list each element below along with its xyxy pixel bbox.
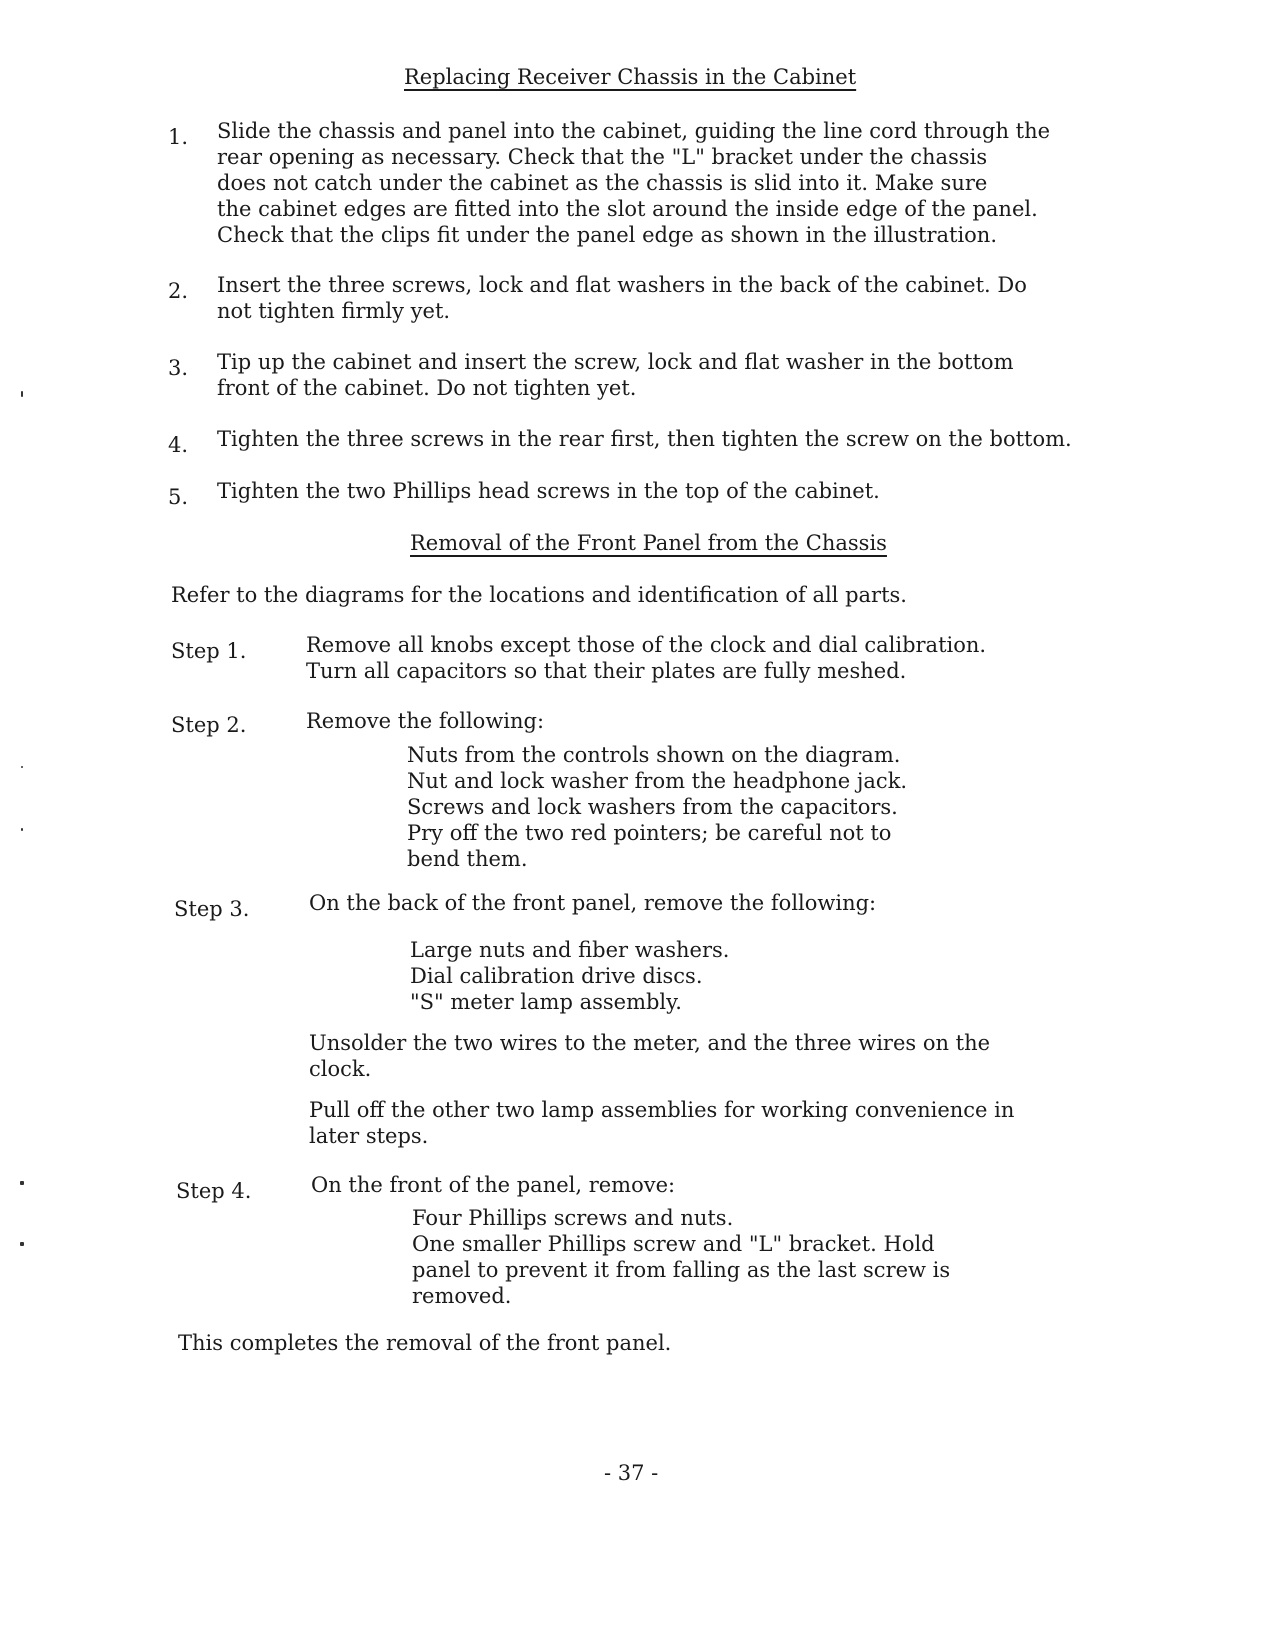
text-line: Insert the three screws, lock and flat washers in the back of the cabinet. Do (217, 273, 1027, 297)
text-line: Refer to the diagrams for the locations and identification of all parts. (171, 583, 907, 607)
text-line: Remove the following: (306, 709, 545, 733)
text-line: Check that the clips fit under the panel edge as shown in the illustration. (217, 223, 998, 247)
list-item-text (217, 118, 1050, 248)
section-heading-removal-front-panel: Removal of the Front Panel from the Chassis (410, 531, 887, 555)
text-line: front of the cabinet. Do not tighten yet. (217, 376, 637, 400)
step-label: Step 2. (171, 713, 247, 737)
sublist-line: One smaller Phillips screw and "L" bracket. Hold (412, 1232, 935, 1256)
step-label: Step 3. (174, 897, 250, 921)
list-item-number: 3. (168, 356, 189, 380)
sublist-line: Four Phillips screws and nuts. (412, 1206, 734, 1230)
text-line: Pull off the other two lamp assemblies for working convenience in (309, 1098, 1015, 1122)
step-text (306, 708, 544, 734)
scan-speck (20, 1181, 24, 1185)
step-sublist (412, 1205, 950, 1309)
sublist-line: Dial calibration drive discs. (410, 964, 703, 988)
text-line: Unsolder the two wires to the meter, and the three wires on the (309, 1031, 991, 1055)
intro-paragraph (171, 582, 907, 608)
scan-speck (20, 1242, 24, 1246)
text-line: does not catch under the cabinet as the chassis is slid into it. Make sure (217, 171, 988, 195)
text-line: not tighten firmly yet. (217, 299, 451, 323)
scan-speck (21, 828, 23, 831)
sublist-line: Large nuts and fiber washers. (410, 938, 730, 962)
step-note (309, 1030, 990, 1082)
list-item-text (217, 478, 880, 504)
text-line: On the front of the panel, remove: (311, 1173, 676, 1197)
step-note (309, 1097, 1014, 1149)
step-sublist (410, 937, 729, 1015)
text-line: rear opening as necessary. Check that the "L" bracket under the chassis (217, 145, 988, 169)
sublist-line: panel to prevent it from falling as the last screw is (412, 1258, 951, 1282)
section-heading-replacing-chassis: Replacing Receiver Chassis in the Cabinet (404, 65, 857, 89)
sublist-line: Nut and lock washer from the headphone jack. (407, 769, 908, 793)
list-item-number: 1. (168, 125, 189, 149)
step-text (309, 890, 876, 916)
text-line: Slide the chassis and panel into the cabinet, guiding the line cord through the (217, 119, 1051, 143)
sublist-line: Screws and lock washers from the capacitors. (407, 795, 898, 819)
closing-paragraph (178, 1330, 671, 1356)
text-line: Tip up the cabinet and insert the screw, lock and flat washer in the bottom (217, 350, 1014, 374)
list-item-number: 4. (168, 433, 189, 457)
text-line: Tighten the two Phillips head screws in the top of the cabinet. (217, 479, 880, 503)
sublist-line: "S" meter lamp assembly. (410, 990, 682, 1014)
sublist-line: Nuts from the controls shown on the diagram. (407, 743, 901, 767)
text-line: Turn all capacitors so that their plates are fully meshed. (306, 659, 907, 683)
step-sublist (407, 742, 907, 872)
list-item-number: 2. (168, 279, 189, 303)
step-text (311, 1172, 675, 1198)
text-line: Tighten the three screws in the rear first, then tighten the screw on the bottom. (217, 427, 1072, 451)
text-line: later steps. (309, 1124, 429, 1148)
list-item-number: 5. (168, 485, 189, 509)
text-line: On the back of the front panel, remove the following: (309, 891, 877, 915)
step-text (306, 632, 986, 684)
sublist-line: Pry off the two red pointers; be careful not to (407, 821, 892, 845)
scan-speck (21, 391, 23, 397)
sublist-line: removed. (412, 1284, 512, 1308)
text-line: clock. (309, 1057, 372, 1081)
text-line: the cabinet edges are fitted into the slot around the inside edge of the panel. (217, 197, 1038, 221)
list-item-text (217, 349, 1014, 401)
text-line: This completes the removal of the front panel. (178, 1331, 672, 1355)
step-label: Step 1. (171, 639, 247, 663)
sublist-line: bend them. (407, 847, 528, 871)
step-label: Step 4. (176, 1179, 252, 1203)
list-item-text (217, 426, 1072, 452)
scan-speck (21, 766, 23, 768)
list-item-text (217, 272, 1027, 324)
text-line: Remove all knobs except those of the clock and dial calibration. (306, 633, 987, 657)
page-number: - 37 - (604, 1461, 659, 1485)
